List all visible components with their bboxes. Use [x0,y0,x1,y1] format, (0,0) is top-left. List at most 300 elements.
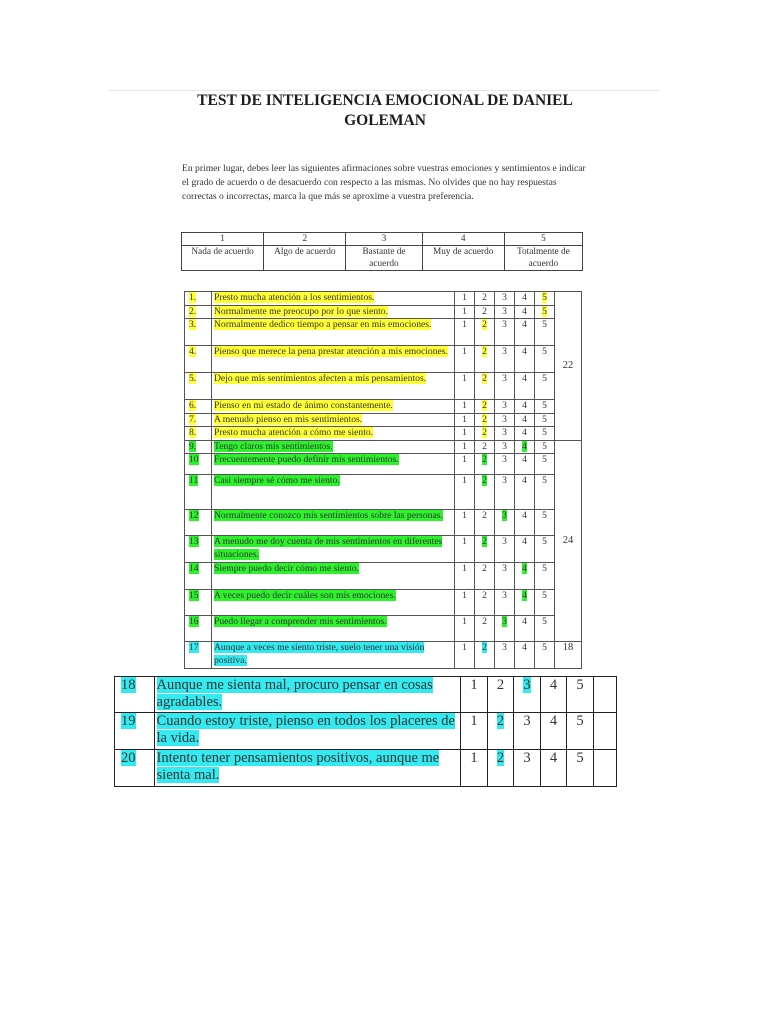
item-number [185,616,212,642]
rating-option-label: 2 [482,292,487,303]
rating-option-label: 4 [522,292,527,303]
rating-option-label: 5 [542,642,547,653]
item-number-text: 15 [189,590,199,601]
rating-option-4[interactable] [540,750,567,787]
item-statement [212,563,455,590]
item-number [185,642,212,669]
rating-option-selected[interactable] [535,292,555,306]
item-statement [154,677,461,713]
item-number [115,713,155,750]
item-row [185,475,582,510]
item-row [185,563,582,590]
rating-option-4[interactable] [515,536,535,563]
rating-option-4[interactable] [515,346,535,373]
rating-option-label: 5 [542,319,547,330]
rating-option-selected[interactable] [515,590,535,616]
rating-option-label: 3 [502,590,507,601]
item-number-text: 10 [189,454,199,465]
rating-option-label: 4 [522,475,527,486]
rating-option-3[interactable] [514,713,541,750]
item-number-text: 19 [121,713,136,729]
rating-option-label: 1 [462,475,467,486]
rating-option-2[interactable] [475,563,495,590]
rating-option-4[interactable] [515,292,535,306]
rating-option-label: 1 [462,319,467,330]
item-row [185,454,582,475]
page-title-line2: GOLEMAN [344,112,426,129]
rating-option-label: 2 [482,305,487,317]
item-number-text: 9. [189,440,197,452]
rating-option-label: 4 [522,400,527,411]
item-number-text: 4. [189,346,197,357]
rating-option-label: 3 [523,750,531,766]
rating-option-label: 3 [502,454,507,465]
rating-option-label: 4 [522,427,527,438]
item-number-text: 14 [189,563,199,574]
item-statement [212,413,455,427]
rating-option-label: 1 [462,400,467,411]
rating-option-3[interactable] [495,590,515,616]
rating-option-label: 3 [502,292,507,303]
item-statement-text: A menudo me doy cuenta de mis sentimientos en diferentes situaciones. [214,536,443,560]
item-statement [212,292,455,306]
rating-option-1[interactable] [455,440,475,454]
rating-option-label: 4 [522,440,527,452]
rating-option-1[interactable] [455,373,475,400]
rating-option-label: 2 [482,319,487,330]
rating-option-label: 5 [542,305,547,317]
item-number [185,563,212,590]
rating-option-label: 1 [462,454,467,465]
rating-option-5[interactable] [535,536,555,563]
rating-option-3[interactable] [495,346,515,373]
item-number-text: 2. [189,305,197,317]
item-statement [212,454,455,475]
item-statement-text: Cuando estoy triste, pienso en todos los placeres de la vida. [156,713,455,746]
rating-option-label: 3 [502,373,507,384]
item-row [185,346,582,373]
rating-option-3[interactable] [495,642,515,669]
rating-option-label: 5 [542,536,547,547]
item-number [185,536,212,563]
rating-option-5[interactable] [535,346,555,373]
item-statement [212,400,455,414]
item-number-text: 11 [189,475,199,486]
rating-option-label: 5 [576,713,584,729]
rating-option-label: 4 [522,454,527,465]
scale-label: Bastante de acuerdo [346,246,422,271]
item-statement-text: Puedo llegar a comprender mis sentimientos. [214,616,387,627]
rating-option-4[interactable] [515,510,535,536]
rating-option-label: 3 [502,475,507,486]
item-number-text: 8. [189,427,197,438]
item-number [185,413,212,427]
item-number [185,510,212,536]
rating-option-label: 2 [482,510,487,521]
rating-option-label: 5 [542,616,547,627]
rating-option-label: 3 [523,677,531,693]
rating-option-5[interactable] [567,713,594,750]
rating-option-1[interactable] [455,346,475,373]
item-number [185,292,212,306]
rating-option-label: 2 [482,346,487,357]
rating-option-4[interactable] [540,713,567,750]
item-number [185,346,212,373]
rating-option-5[interactable] [535,616,555,642]
item-statement [212,590,455,616]
rating-option-label: 3 [502,319,507,330]
scale-number: 2 [264,233,346,246]
rating-option-3[interactable] [495,305,515,319]
item-statement-text: Siempre puedo decir cómo me siento. [214,563,359,574]
rating-option-label: 3 [502,510,507,521]
rating-option-label: 3 [502,536,507,547]
rating-option-5[interactable] [535,563,555,590]
rating-option-3[interactable] [514,750,541,787]
item-statement-text: Dejo que mis sentimientos afecten a mis pensamientos. [214,373,427,384]
rating-option-label: 3 [502,346,507,357]
rating-option-label: 1 [462,305,467,317]
rating-option-3[interactable] [495,440,515,454]
rating-option-label: 2 [482,413,487,425]
item-row [185,616,582,642]
rating-option-1[interactable] [455,305,475,319]
rating-option-3[interactable] [495,373,515,400]
rating-option-selected[interactable] [475,319,495,346]
rating-option-4[interactable] [515,413,535,427]
rating-option-label: 1 [470,713,478,729]
rating-option-label: 5 [542,427,547,438]
rating-option-1[interactable] [455,427,475,441]
rating-option-label: 3 [502,427,507,438]
item-statement-text: Normalmente me preocupo por lo que siento. [214,305,388,317]
rating-option-4[interactable] [515,475,535,510]
scale-label: Muy de acuerdo [422,246,504,271]
rating-option-4[interactable] [515,616,535,642]
item-statement [212,536,455,563]
rating-option-label: 2 [496,713,505,729]
rating-option-selected[interactable] [475,427,495,441]
rating-option-3[interactable] [495,475,515,510]
rating-option-label: 4 [522,616,527,627]
item-statement-text: Pienso en mi estado de ánimo constantemente. [214,400,393,411]
rating-option-selected[interactable] [514,677,541,713]
rating-option-2[interactable] [487,677,514,713]
rating-option-label: 5 [576,677,584,693]
item-row [185,373,582,400]
rating-option-label: 1 [462,590,467,601]
item-statement [154,713,461,750]
rating-option-label: 4 [522,305,527,317]
rating-option-4[interactable] [515,400,535,414]
rating-option-label: 1 [462,616,467,627]
rating-option-label: 2 [482,475,487,486]
rating-option-selected[interactable] [475,475,495,510]
rating-option-label: 2 [482,563,487,574]
rating-option-label: 5 [542,563,547,574]
rating-option-label: 1 [462,373,467,384]
item-row [185,510,582,536]
rating-option-3[interactable] [495,319,515,346]
rating-option-1[interactable] [461,713,488,750]
item-number-text: 1. [189,292,197,303]
item-statement [212,642,455,669]
rating-option-label: 2 [496,677,505,693]
rating-option-5[interactable] [535,590,555,616]
rating-option-4[interactable] [515,319,535,346]
rating-option-selected[interactable] [515,440,535,454]
item-statement-text: A veces puedo decir cuáles son mis emociones. [214,590,396,601]
rating-option-label: 5 [542,475,547,486]
item-number-text: 18 [121,677,136,693]
rating-option-selected[interactable] [487,713,514,750]
rating-option-4[interactable] [515,642,535,669]
rating-option-selected[interactable] [515,563,535,590]
group-total: 24 [555,440,582,642]
rating-option-label: 5 [542,590,547,601]
rating-option-label: 4 [522,319,527,330]
item-number-text: 20 [121,750,136,766]
item-statement [212,616,455,642]
rating-option-3[interactable] [495,413,515,427]
item-row [185,305,582,319]
rating-option-5[interactable] [535,413,555,427]
rating-option-label: 4 [549,677,558,693]
scale-label: Nada de acuerdo [182,246,264,271]
rating-option-5[interactable] [567,677,594,713]
item-statement-text: Presto mucha atención a los sentimientos. [214,292,375,303]
rating-option-label: 1 [462,292,467,303]
rating-option-label: 5 [542,413,547,425]
item-statement-text: Aunque me sienta mal, procuro pensar en cosas agradables. [156,677,433,710]
rating-option-label: 4 [522,563,527,574]
item-statement [212,427,455,441]
group-total-cell [593,750,616,787]
item-number-text: 6. [189,400,197,411]
item-number [185,400,212,414]
item-statement-text: Presto mucha atención a cómo me siento. [214,427,374,438]
rating-option-4[interactable] [515,305,535,319]
item-statement-text: A menudo pienso en mis sentimientos. [214,413,363,425]
rating-option-label: 1 [462,536,467,547]
rating-option-4[interactable] [515,373,535,400]
scale-number: 1 [182,233,264,246]
rating-option-5[interactable] [535,475,555,510]
item-number [115,750,155,787]
rating-option-5[interactable] [535,510,555,536]
rating-option-label: 1 [470,750,478,766]
rating-option-selected[interactable] [475,642,495,669]
rating-option-1[interactable] [461,750,488,787]
group-total: 18 [555,642,582,669]
item-statement [154,750,461,787]
item-number [185,454,212,475]
rating-option-1[interactable] [455,536,475,563]
rating-option-5[interactable] [535,400,555,414]
item-row-enlarged [115,750,617,787]
rating-option-label: 5 [542,400,547,411]
item-row [185,590,582,616]
rating-option-label: 4 [549,750,558,766]
rating-option-3[interactable] [495,292,515,306]
rating-option-selected[interactable] [495,510,515,536]
item-number [185,440,212,454]
rating-option-5[interactable] [535,427,555,441]
rating-option-label: 5 [542,440,547,452]
rating-option-1[interactable] [455,590,475,616]
rating-option-2[interactable] [475,590,495,616]
item-row-enlarged [115,677,617,713]
item-row [185,440,582,454]
rating-option-label: 1 [462,346,467,357]
rating-option-selected[interactable] [475,454,495,475]
item-number [185,475,212,510]
rating-option-label: 4 [522,413,527,425]
rating-option-3[interactable] [495,400,515,414]
item-number-text: 16 [189,616,199,627]
item-number [185,427,212,441]
rating-option-label: 1 [462,413,467,425]
item-statement [212,510,455,536]
rating-option-label: 4 [549,713,558,729]
rating-option-4[interactable] [540,677,567,713]
item-statement-text: Tengo claros mis sentimientos. [214,440,333,452]
rating-option-4[interactable] [515,427,535,441]
rating-option-label: 1 [462,440,467,452]
page-title: TEST DE INTELIGENCIA EMOCIONAL DE DANIEL [197,92,573,109]
group-total: 22 [555,292,582,441]
item-statement-text: Aunque a veces me siento triste, suelo tener una visión positiva. [214,642,425,666]
item-row [185,413,582,427]
scale-number: 3 [346,233,422,246]
item-number [185,590,212,616]
rating-option-5[interactable] [535,454,555,475]
rating-option-3[interactable] [495,454,515,475]
rating-option-5[interactable] [535,319,555,346]
rating-option-label: 5 [542,346,547,357]
rating-option-4[interactable] [515,454,535,475]
rating-option-1[interactable] [455,475,475,510]
item-statement [212,346,455,373]
item-statement-text: Pienso que merece la pena prestar atención a mis emociones. [214,346,448,357]
rating-option-label: 2 [496,750,505,766]
item-number [185,319,212,346]
rating-option-label: 5 [542,292,547,303]
instructions-paragraph: En primer lugar, debes leer las siguientes afirmaciones sobre vuestras emociones y sentimientos e indicar el grado de acuerdo o de desacuerdo con respecto a las mismas. No olvides que no hay respuestas correctas o incorrectas, marca la que más se aproxime a vuestra preferencia. [182,163,586,202]
rating-option-1[interactable] [455,413,475,427]
rating-option-1[interactable] [455,319,475,346]
rating-option-label: 3 [502,563,507,574]
rating-option-5[interactable] [535,373,555,400]
rating-option-label: 5 [542,510,547,521]
rating-scale-table [181,232,583,271]
item-row [185,292,582,306]
rating-option-1[interactable] [455,454,475,475]
item-number [115,677,155,713]
rating-option-label: 4 [522,373,527,384]
rating-option-3[interactable] [495,563,515,590]
rating-option-label: 3 [502,440,507,452]
rating-option-1[interactable] [461,677,488,713]
rating-option-label: 4 [522,536,527,547]
rating-option-label: 5 [542,373,547,384]
rating-option-label: 1 [462,563,467,574]
rating-option-label: 5 [542,454,547,465]
rating-option-selected[interactable] [475,413,495,427]
rating-option-label: 2 [482,373,487,384]
rating-option-selected[interactable] [475,346,495,373]
group-total-cell [593,713,616,750]
rating-option-1[interactable] [455,616,475,642]
item-row [185,536,582,563]
rating-option-label: 2 [482,590,487,601]
rating-option-label: 3 [502,305,507,317]
rating-option-label: 1 [462,510,467,521]
item-statement [212,305,455,319]
rating-option-selected[interactable] [475,373,495,400]
item-statement-text: Frecuentemente puedo definir mis sentimientos. [214,454,399,465]
rating-option-5[interactable] [535,440,555,454]
item-row-enlarged [115,713,617,750]
rating-option-label: 3 [502,642,507,653]
rating-option-selected[interactable] [487,750,514,787]
rating-option-label: 5 [576,750,584,766]
rating-option-3[interactable] [495,427,515,441]
item-row [185,319,582,346]
rating-option-1[interactable] [455,642,475,669]
rating-option-5[interactable] [535,642,555,669]
rating-option-2[interactable] [475,510,495,536]
items-table-enlarged [114,676,617,787]
item-statement-text: Intento tener pensamientos positivos, aunque me sienta mal. [156,750,440,783]
rating-option-1[interactable] [455,563,475,590]
item-statement [212,475,455,510]
rating-option-label: 3 [502,413,507,425]
rating-option-2[interactable] [475,616,495,642]
rating-option-1[interactable] [455,510,475,536]
item-statement-text: Casi siempre sé cómo me siento. [214,475,340,486]
rating-option-selected[interactable] [495,616,515,642]
rating-option-label: 2 [482,440,487,452]
rating-option-label: 2 [482,642,487,653]
item-statement [212,440,455,454]
item-statement [212,373,455,400]
rating-option-label: 1 [462,642,467,653]
rating-option-selected[interactable] [475,536,495,563]
item-number-text: 17 [189,642,199,653]
rating-option-label: 4 [522,510,527,521]
rating-option-1[interactable] [455,400,475,414]
rating-option-label: 3 [502,400,507,411]
item-number-text: 12 [189,510,199,521]
rating-option-label: 4 [522,346,527,357]
rating-option-selected[interactable] [535,305,555,319]
item-number-text: 3. [189,319,197,330]
rating-option-2[interactable] [475,440,495,454]
scale-number: 5 [504,233,582,246]
item-row [185,400,582,414]
rating-option-3[interactable] [495,536,515,563]
rating-option-label: 1 [462,427,467,438]
rating-option-2[interactable] [475,305,495,319]
rating-option-selected[interactable] [475,400,495,414]
rating-option-5[interactable] [567,750,594,787]
rating-option-label: 1 [470,677,478,693]
rating-option-label: 4 [522,590,527,601]
rating-option-label: 2 [482,400,487,411]
rating-option-1[interactable] [455,292,475,306]
rating-option-2[interactable] [475,292,495,306]
